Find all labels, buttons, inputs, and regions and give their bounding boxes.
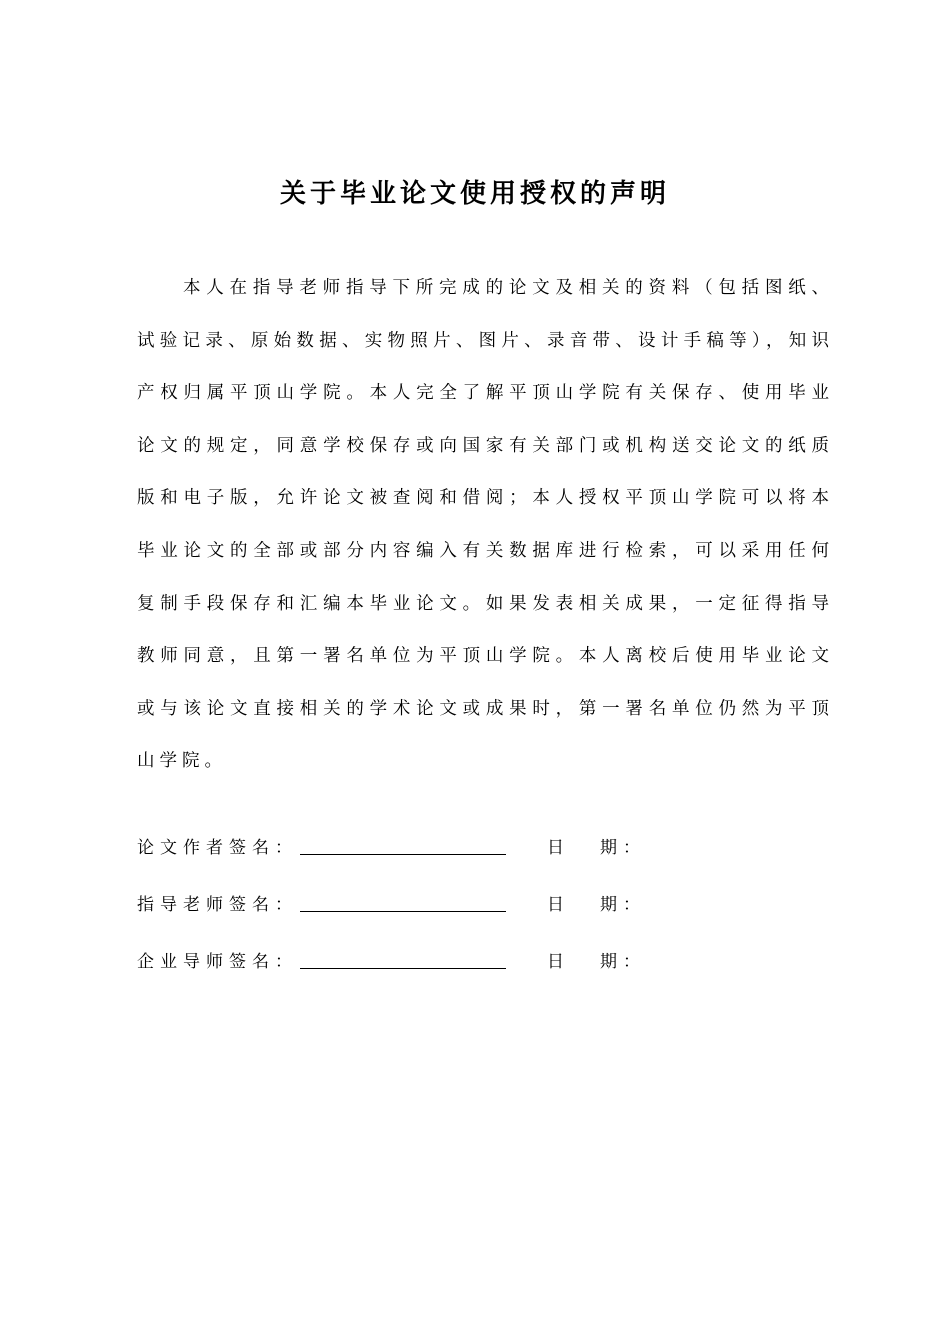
date-char-qi: 期： [600, 895, 646, 915]
page-title: 关于毕业论文使用授权的声明 [279, 179, 670, 209]
advisor-signature-line[interactable] [300, 911, 506, 912]
date-char-ri: 日 [547, 838, 570, 858]
date-char-ri: 日 [547, 952, 570, 972]
date-char-ri: 日 [547, 895, 570, 915]
date-char-qi: 期： [600, 952, 646, 972]
advisor-date-label [547, 890, 646, 915]
author-signature-label: 论文作者签名： [137, 838, 298, 858]
declaration-paragraph: 本人在指导老师指导下所完成的论文及相关的资料（包括图纸、试验记录、原始数据、实物照片、图片、录音带、设计手稿等），知识产权归属平顶山学院。本人完全了解平顶山学院有关保存、使用毕业论文的规定，同意学校保存或向国家有关部门或机构送交论文的纸质版和电子版，允许论文被查阅和借阅；本人授权平顶山学院可以将本毕业论文的全部或部分内容编入有关数据库进行检索，可以采用任何复制手段保存和汇编本毕业论文。如果发表相关成果，一定征得指导教师同意，且第一署名单位为平顶山学院。本人离校后使用毕业论文或与该论文直接相关的学术论文或成果时，第一署名单位仍然为平顶山学院。 [137, 278, 834, 772]
advisor-signature-row [137, 886, 837, 918]
date-char-qi: 期： [600, 838, 646, 858]
enterprise-signature-row [137, 943, 837, 975]
enterprise-signature-line[interactable] [300, 968, 506, 969]
author-signature-row [137, 829, 837, 861]
enterprise-signature-label: 企业导师签名： [137, 952, 298, 972]
author-signature-line[interactable] [300, 854, 506, 855]
author-date-label [547, 833, 646, 858]
advisor-signature-label: 指导老师签名： [137, 895, 298, 915]
enterprise-date-label [547, 947, 646, 972]
